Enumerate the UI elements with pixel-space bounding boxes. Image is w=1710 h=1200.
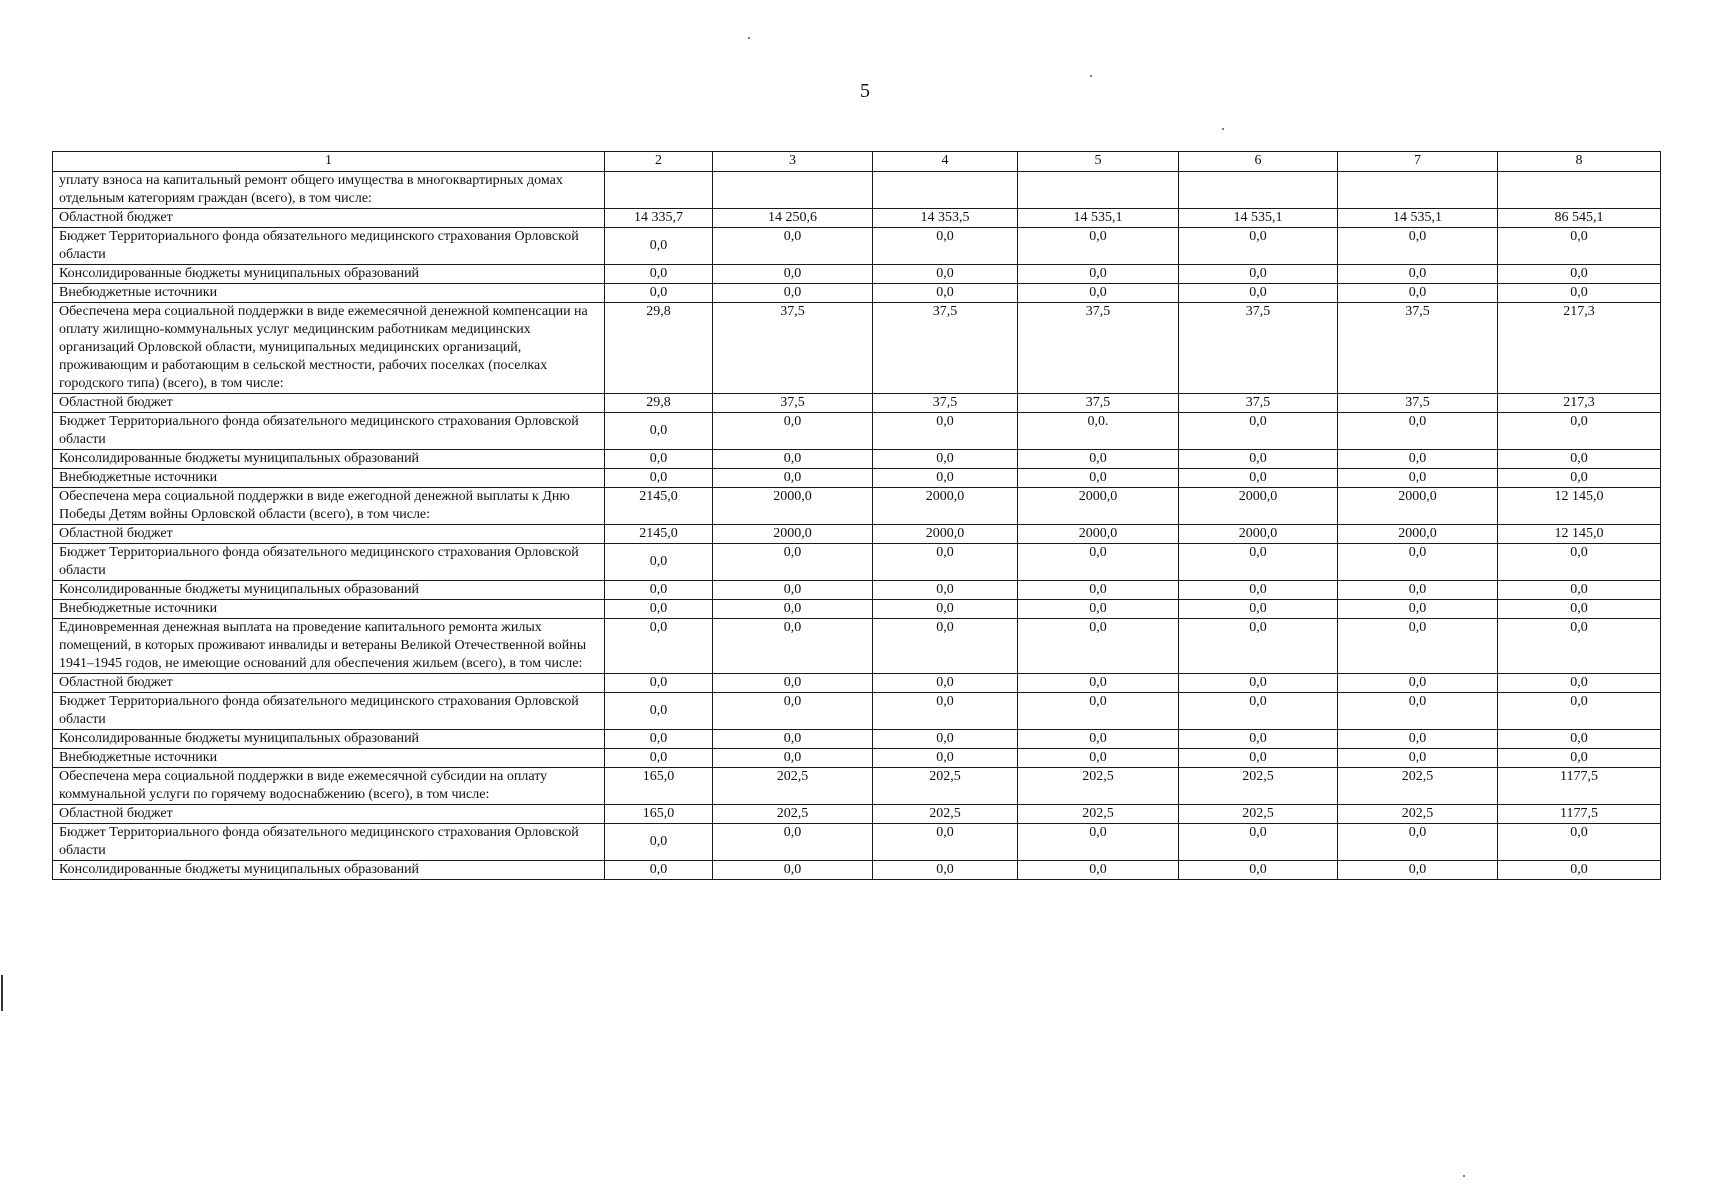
value-cell: [1179, 172, 1338, 209]
value-cell: 0,0: [1179, 600, 1338, 619]
value-cell: 0,0: [1498, 228, 1661, 265]
row-label: Областной бюджет: [53, 674, 605, 693]
value-cell: 0,0: [605, 730, 713, 749]
table-row: [53, 693, 1661, 730]
budget-table-body: [53, 152, 1661, 880]
value-cell: 0,0: [713, 619, 873, 674]
value-cell: 0,0: [713, 824, 873, 861]
value-cell: 0,0: [1338, 413, 1498, 450]
table-row: [53, 209, 1661, 228]
row-label: Внебюджетные источники: [53, 600, 605, 619]
value-cell: 0,0: [1179, 674, 1338, 693]
value-cell: 0,0: [1179, 284, 1338, 303]
value-cell: [873, 172, 1018, 209]
value-cell: 0,0: [1338, 674, 1498, 693]
value-cell: 37,5: [873, 394, 1018, 413]
value-cell: 0,0: [1338, 581, 1498, 600]
value-cell: 0,0: [713, 730, 873, 749]
value-cell: 0,0: [605, 861, 713, 880]
value-cell: 0,0: [713, 693, 873, 730]
value-cell: 0,0: [1498, 450, 1661, 469]
value-cell: 202,5: [1338, 768, 1498, 805]
column-number: 6: [1179, 152, 1338, 172]
value-cell: 0,0: [1018, 265, 1179, 284]
value-cell: 0,0: [605, 674, 713, 693]
value-cell: 0,0: [605, 413, 713, 450]
value-cell: 0,0: [1338, 284, 1498, 303]
value-cell: 0,0: [1498, 674, 1661, 693]
value-cell: 0,0: [873, 581, 1018, 600]
value-cell: 0,0: [873, 265, 1018, 284]
value-cell: 2145,0: [605, 525, 713, 544]
value-cell: 0,0: [605, 824, 713, 861]
value-cell: 0,0: [1018, 228, 1179, 265]
value-cell: 0,0: [1498, 824, 1661, 861]
value-cell: 0,0: [1018, 450, 1179, 469]
value-cell: 217,3: [1498, 303, 1661, 394]
value-cell: 0,0: [873, 749, 1018, 768]
value-cell: 0,0: [1498, 861, 1661, 880]
row-label: Консолидированные бюджеты муниципальных образований: [53, 450, 605, 469]
value-cell: 0,0: [1338, 824, 1498, 861]
value-cell: [1018, 172, 1179, 209]
value-cell: 0,0: [873, 600, 1018, 619]
value-cell: 2000,0: [873, 525, 1018, 544]
value-cell: 0,0: [1498, 413, 1661, 450]
value-cell: 0,0: [1018, 581, 1179, 600]
value-cell: 202,5: [713, 768, 873, 805]
value-cell: 0,0: [605, 749, 713, 768]
value-cell: 29,8: [605, 394, 713, 413]
value-cell: 2000,0: [873, 488, 1018, 525]
value-cell: 0,0: [873, 413, 1018, 450]
value-cell: 37,5: [1179, 394, 1338, 413]
value-cell: 0,0: [1018, 693, 1179, 730]
value-cell: 0,0: [605, 450, 713, 469]
value-cell: 0,0: [1498, 730, 1661, 749]
value-cell: 37,5: [1338, 303, 1498, 394]
scan-speck: [1463, 1175, 1465, 1177]
row-label: Внебюджетные источники: [53, 749, 605, 768]
value-cell: 0,0: [605, 619, 713, 674]
value-cell: 0,0: [713, 228, 873, 265]
value-cell: 0,0: [873, 619, 1018, 674]
value-cell: 0,0: [713, 749, 873, 768]
value-cell: [605, 172, 713, 209]
value-cell: 0,0: [1018, 861, 1179, 880]
table-row: [53, 488, 1661, 525]
value-cell: 0,0: [713, 284, 873, 303]
value-cell: 0,0: [605, 581, 713, 600]
value-cell: 37,5: [713, 394, 873, 413]
value-cell: 12 145,0: [1498, 488, 1661, 525]
value-cell: 0,0: [1338, 265, 1498, 284]
value-cell: 37,5: [1338, 394, 1498, 413]
table-row: [53, 544, 1661, 581]
value-cell: 37,5: [1018, 303, 1179, 394]
table-row: [53, 824, 1661, 861]
value-cell: 0,0: [1338, 600, 1498, 619]
value-cell: 0,0: [1018, 730, 1179, 749]
table-row: [53, 674, 1661, 693]
value-cell: 12 145,0: [1498, 525, 1661, 544]
value-cell: 0,0: [605, 265, 713, 284]
value-cell: 0,0: [1179, 469, 1338, 488]
table-row: [53, 284, 1661, 303]
value-cell: 2000,0: [1338, 525, 1498, 544]
column-number: 5: [1018, 152, 1179, 172]
value-cell: 202,5: [713, 805, 873, 824]
value-cell: 0,0: [713, 600, 873, 619]
value-cell: 14 250,6: [713, 209, 873, 228]
value-cell: 0,0: [873, 544, 1018, 581]
table-row: [53, 805, 1661, 824]
value-cell: 0,0: [873, 284, 1018, 303]
value-cell: 2000,0: [1018, 525, 1179, 544]
value-cell: 2000,0: [1179, 525, 1338, 544]
value-cell: 202,5: [1018, 805, 1179, 824]
table-row: [53, 768, 1661, 805]
value-cell: 0,0: [1018, 619, 1179, 674]
value-cell: 0,0: [1498, 265, 1661, 284]
value-cell: 0,0: [1179, 861, 1338, 880]
value-cell: 14 535,1: [1179, 209, 1338, 228]
value-cell: 0,0: [605, 284, 713, 303]
value-cell: 0,0: [1338, 861, 1498, 880]
value-cell: 86 545,1: [1498, 209, 1661, 228]
table-row: [53, 861, 1661, 880]
value-cell: 0,0: [1179, 693, 1338, 730]
value-cell: 202,5: [1018, 768, 1179, 805]
row-label: Областной бюджет: [53, 525, 605, 544]
value-cell: 0,0: [713, 544, 873, 581]
value-cell: 0,0: [1018, 544, 1179, 581]
table-row: [53, 469, 1661, 488]
value-cell: 0,0: [873, 469, 1018, 488]
row-label: Бюджет Территориального фонда обязательного медицинского страхования Орловской области: [53, 544, 605, 581]
value-cell: 0,0: [873, 824, 1018, 861]
value-cell: 0,0: [873, 228, 1018, 265]
value-cell: 0,0: [1338, 730, 1498, 749]
value-cell: 0,0: [1338, 693, 1498, 730]
row-label: Областной бюджет: [53, 394, 605, 413]
table-row: [53, 450, 1661, 469]
column-number: 8: [1498, 152, 1661, 172]
table-row: [53, 619, 1661, 674]
value-cell: 0,0: [713, 450, 873, 469]
value-cell: 0,0: [1179, 450, 1338, 469]
scan-speck: [1222, 128, 1224, 130]
table-row: [53, 525, 1661, 544]
row-label: Консолидированные бюджеты муниципальных образований: [53, 581, 605, 600]
value-cell: 14 353,5: [873, 209, 1018, 228]
value-cell: 37,5: [873, 303, 1018, 394]
scan-speck: [748, 37, 750, 39]
value-cell: 2000,0: [1018, 488, 1179, 525]
value-cell: 0,0: [1179, 619, 1338, 674]
budget-table: [52, 151, 1661, 880]
column-number: 4: [873, 152, 1018, 172]
value-cell: 2000,0: [1338, 488, 1498, 525]
value-cell: 202,5: [1179, 805, 1338, 824]
row-label: Обеспечена мера социальной поддержки в виде ежегодной денежной выплаты к Дню Победы Детям войны Орловской области (всего), в том числе:: [53, 488, 605, 525]
scan-margin-mark: [1, 975, 3, 1011]
value-cell: 14 535,1: [1018, 209, 1179, 228]
value-cell: 0,0: [1018, 674, 1179, 693]
value-cell: 0,0: [1498, 619, 1661, 674]
value-cell: 165,0: [605, 805, 713, 824]
row-label: Обеспечена мера социальной поддержки в виде ежемесячной денежной компенсации на оплату жилищно-коммунальных услуг медицинским работникам медицинских организаций Орловской области, муниципальных медицинских организаций, проживающим и работающим в сельской местности, рабочих поселках (поселках городского типа) (всего), в том числе:: [53, 303, 605, 394]
value-cell: [1498, 172, 1661, 209]
value-cell: 1177,5: [1498, 768, 1661, 805]
row-label: Областной бюджет: [53, 805, 605, 824]
row-label: Внебюджетные источники: [53, 469, 605, 488]
row-label: Областной бюджет: [53, 209, 605, 228]
value-cell: 14 535,1: [1338, 209, 1498, 228]
value-cell: 0,0: [605, 544, 713, 581]
row-label: Бюджет Территориального фонда обязательного медицинского страхования Орловской области: [53, 824, 605, 861]
value-cell: 0,0: [1179, 581, 1338, 600]
value-cell: 0,0: [713, 413, 873, 450]
value-cell: [1338, 172, 1498, 209]
value-cell: 0,0: [605, 693, 713, 730]
table-row: [53, 172, 1661, 209]
value-cell: 0,0: [605, 228, 713, 265]
value-cell: 0,0: [1338, 450, 1498, 469]
value-cell: 0,0: [1498, 749, 1661, 768]
value-cell: 0,0: [1498, 469, 1661, 488]
value-cell: 0,0: [1018, 749, 1179, 768]
value-cell: 0,0: [1179, 265, 1338, 284]
value-cell: 0,0: [1018, 469, 1179, 488]
value-cell: 0,0: [1179, 730, 1338, 749]
value-cell: 0,0: [1338, 619, 1498, 674]
value-cell: 0,0: [1018, 284, 1179, 303]
value-cell: 0,0: [713, 581, 873, 600]
column-number: 2: [605, 152, 713, 172]
value-cell: 165,0: [605, 768, 713, 805]
value-cell: 2000,0: [713, 525, 873, 544]
row-label: уплату взноса на капитальный ремонт общего имущества в многоквартирных домах отдельным категориям граждан (всего), в том числе:: [53, 172, 605, 209]
value-cell: 0,0: [1018, 824, 1179, 861]
value-cell: 1177,5: [1498, 805, 1661, 824]
value-cell: 2000,0: [713, 488, 873, 525]
value-cell: 29,8: [605, 303, 713, 394]
value-cell: 0,0: [873, 450, 1018, 469]
row-label: Бюджет Территориального фонда обязательного медицинского страхования Орловской области: [53, 693, 605, 730]
value-cell: 0,0: [1179, 228, 1338, 265]
value-cell: 0,0: [605, 469, 713, 488]
row-label: Бюджет Территориального фонда обязательного медицинского страхования Орловской области: [53, 228, 605, 265]
value-cell: 202,5: [1338, 805, 1498, 824]
page-number: 5: [860, 80, 870, 102]
value-cell: 0,0: [1498, 544, 1661, 581]
value-cell: 0,0.: [1018, 413, 1179, 450]
table-row: [53, 413, 1661, 450]
value-cell: 0,0: [1179, 749, 1338, 768]
column-number: 3: [713, 152, 873, 172]
value-cell: 37,5: [1179, 303, 1338, 394]
row-label: Консолидированные бюджеты муниципальных образований: [53, 730, 605, 749]
value-cell: 0,0: [1498, 693, 1661, 730]
value-cell: 0,0: [713, 674, 873, 693]
value-cell: 0,0: [1498, 284, 1661, 303]
row-label: Внебюджетные источники: [53, 284, 605, 303]
column-number: 7: [1338, 152, 1498, 172]
value-cell: 0,0: [1179, 824, 1338, 861]
value-cell: 0,0: [713, 861, 873, 880]
value-cell: 0,0: [1338, 749, 1498, 768]
row-label: Бюджет Территориального фонда обязательного медицинского страхования Орловской области: [53, 413, 605, 450]
table-row: [53, 730, 1661, 749]
value-cell: 0,0: [873, 693, 1018, 730]
value-cell: 202,5: [1179, 768, 1338, 805]
value-cell: 0,0: [873, 674, 1018, 693]
value-cell: 0,0: [605, 600, 713, 619]
value-cell: [713, 172, 873, 209]
value-cell: 0,0: [713, 469, 873, 488]
value-cell: 37,5: [713, 303, 873, 394]
table-row: [53, 228, 1661, 265]
value-cell: 202,5: [873, 768, 1018, 805]
column-number: 1: [53, 152, 605, 172]
table-row: [53, 581, 1661, 600]
table-row: [53, 600, 1661, 619]
value-cell: 0,0: [1338, 228, 1498, 265]
scan-speck: [1090, 75, 1092, 77]
row-label: Единовременная денежная выплата на проведение капитального ремонта жилых помещений, в которых проживают инвалиды и ветераны Великой Отечественной войны 1941–1945 годов, не имеющие оснований для обеспечения жильем (всего), в том числе:: [53, 619, 605, 674]
row-label: Обеспечена мера социальной поддержки в виде ежемесячной субсидии на оплату коммунальной услуги по горячему водоснабжению (всего), в том числе:: [53, 768, 605, 805]
table-row: [53, 749, 1661, 768]
value-cell: 202,5: [873, 805, 1018, 824]
value-cell: 0,0: [1179, 544, 1338, 581]
value-cell: 0,0: [1498, 600, 1661, 619]
value-cell: 0,0: [873, 861, 1018, 880]
table-row: [53, 394, 1661, 413]
table-row: [53, 265, 1661, 284]
value-cell: 0,0: [873, 730, 1018, 749]
value-cell: 2145,0: [605, 488, 713, 525]
value-cell: 2000,0: [1179, 488, 1338, 525]
value-cell: 0,0: [1338, 544, 1498, 581]
value-cell: 0,0: [713, 265, 873, 284]
value-cell: 37,5: [1018, 394, 1179, 413]
value-cell: 0,0: [1338, 469, 1498, 488]
value-cell: 0,0: [1179, 413, 1338, 450]
row-label: Консолидированные бюджеты муниципальных образований: [53, 861, 605, 880]
value-cell: 0,0: [1498, 581, 1661, 600]
column-number-row: [53, 152, 1661, 172]
row-label: Консолидированные бюджеты муниципальных образований: [53, 265, 605, 284]
value-cell: 0,0: [1018, 600, 1179, 619]
value-cell: 217,3: [1498, 394, 1661, 413]
value-cell: 14 335,7: [605, 209, 713, 228]
table-row: [53, 303, 1661, 394]
